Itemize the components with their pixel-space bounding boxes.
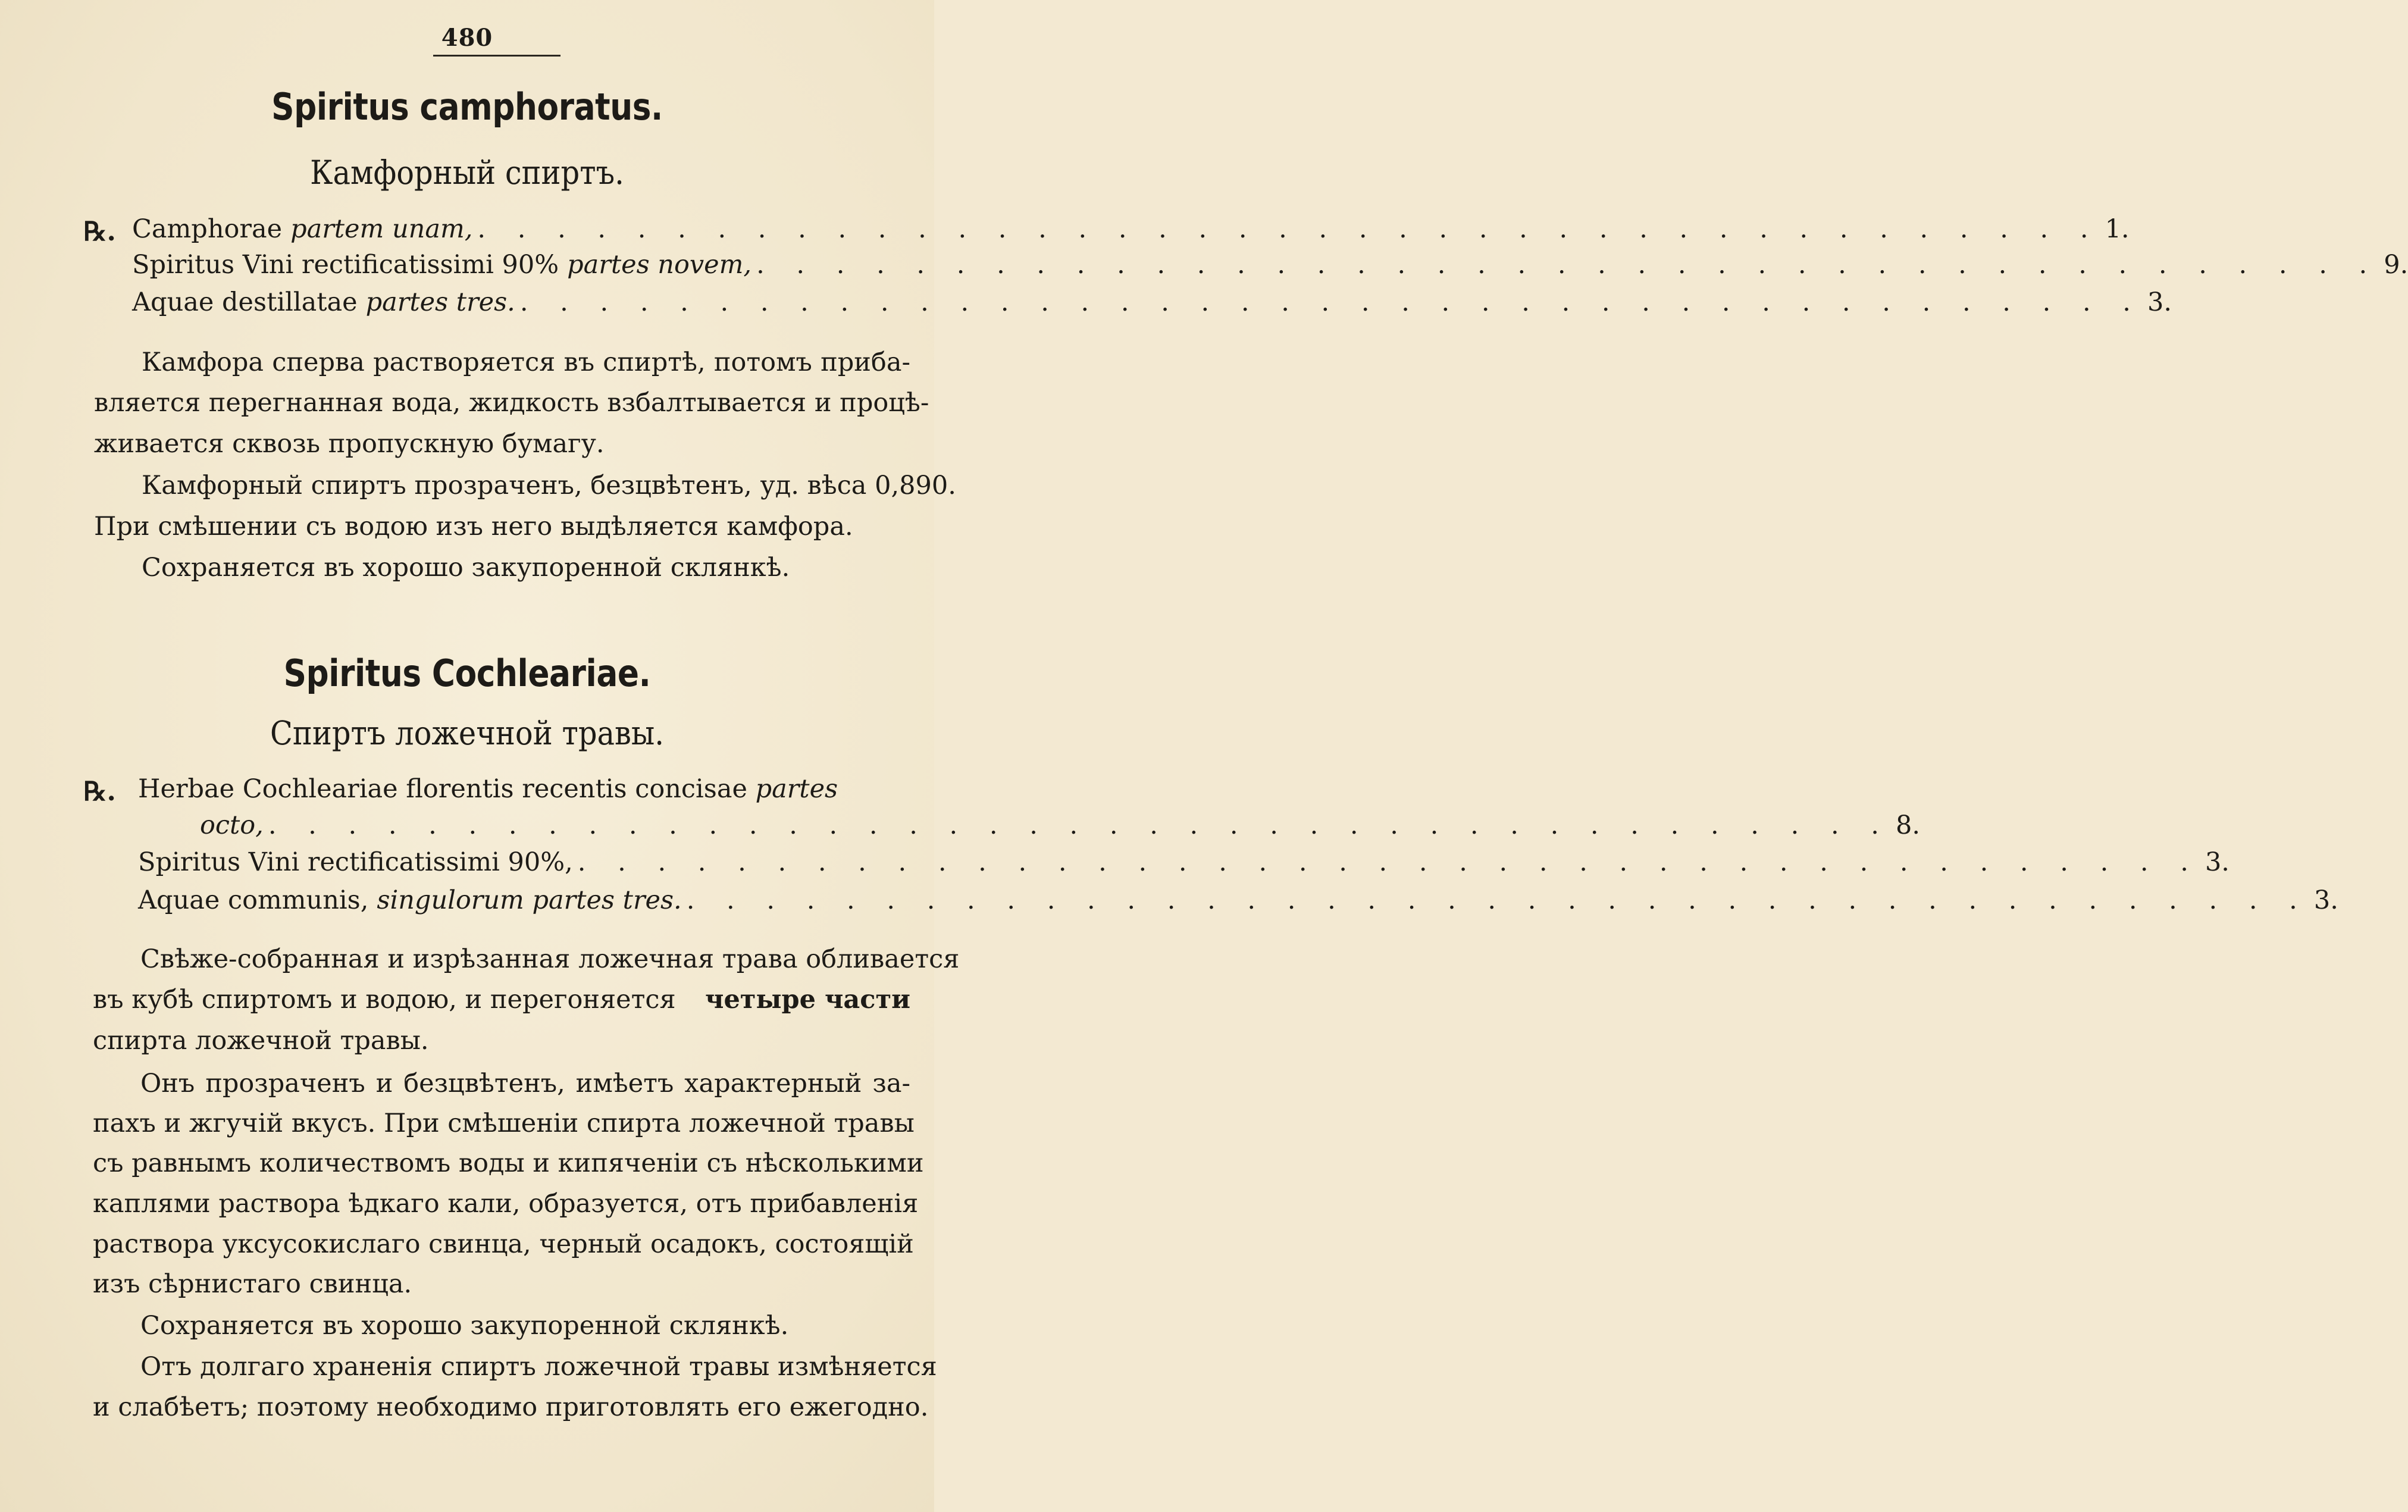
ingredient-name: Spiritus Vini rectificatissimi 90% [132,250,559,280]
paragraph-text: въ кубѣ спиртомъ и водою, и перегоняется [93,985,676,1015]
ingredient-quantity: 3. [2147,287,2172,317]
ingredient-quantity: 3. [2313,885,2338,915]
ingredient-name: Spiritus Vini rectificatissimi 90%, [138,847,573,877]
ingredient-name: Aquae communis, [138,885,369,915]
ingredient-amount: singulorum partes tres. [377,885,682,915]
paragraph-line [93,987,910,1013]
ingredient-name: Herbae Cochleariae florentis recentis concisae [138,774,747,804]
recipe-symbol: ℞. [83,777,116,807]
leader-dots: . . . . . . . . . . . . . . . . . . . . . . . . . . . . . . . . . . . . . . . . . [477,214,2100,244]
paragraph-line: Отъ долгаго храненія спиртъ ложечной травы измѣняется [140,1352,937,1382]
emphasized-text: четыре части [704,985,910,1015]
paragraph-line: раствора уксусокислаго свинца, черный осадокъ, состоящій [93,1229,914,1259]
leader-dots: . . . . . . . . . . . . . . . . . . . . . . . . . . . . . . . . . . . . . . . . . [686,885,2309,915]
ingredient-quantity: 9. [2384,250,2408,280]
ingredient-amount: partes tres. [365,287,515,317]
paragraph-line: изъ сѣрнистаго свинца. [93,1269,412,1299]
paragraph-line: Камфора сперва растворяется въ спиртѣ, потомъ приба- [142,348,910,377]
section-title-spiritus-camphoratus: Spiritus camphoratus. [271,85,663,129]
recipe-symbol: ℞. [83,217,116,247]
paragraph-line: спирта ложечной травы. [93,1026,429,1056]
paragraph-line: вляется перегнанная вода, жидкость взбалтывается и процѣ- [94,388,929,418]
paragraph-line: пахъ и жгучій вкусъ. При смѣшеніи спирта ложечной травы [93,1109,915,1138]
ingredient-name: Aquae destillatae [132,287,358,317]
recipe-line [200,810,1920,840]
leader-dots: . . . . . . . . . . . . . . . . . . . . . . . . . . . . . . . . . . . . . . . . . [756,250,2379,280]
leader-dots: . . . . . . . . . . . . . . . . . . . . . . . . . . . . . . . . . . . . . . . . . [268,810,1891,840]
ingredient-quantity: 8. [1895,810,1920,840]
paragraph-line: Сохраняется въ хорошо закупоренной склянкѣ. [142,553,790,583]
recipe-line [132,287,2172,317]
page-number-rule [433,55,560,57]
paragraph-line: живается сквозь пропускную бумагу. [94,429,605,459]
section-title-spiritus-cochleariae: Spiritus Cochleariae. [283,652,651,695]
leader-dots: . . . . . . . . . . . . . . . . . . . . . . . . . . . . . . . . . . . . . . . . . [519,287,2143,317]
recipe-line [132,214,2130,244]
paragraph-line: Онъ прозраченъ и безцвѣтенъ, имѣетъ характерный за- [140,1069,910,1098]
paragraph-line: Свѣже-собранная и изрѣзанная ложечная трава обливается [140,944,960,974]
ingredient-amount: partes novem, [567,250,752,280]
paragraph-line: Камфорный спиртъ прозраченъ, безцвѣтенъ, уд. вѣса 0,890. [142,471,956,500]
section-subtitle-camphor-spirit: Камфорный спиртъ. [310,154,624,192]
recipe-line [138,847,2229,877]
paragraph-line: При смѣшении съ водою изъ него выдѣляется камфора. [94,512,853,541]
paragraph-line: Сохраняется въ хорошо закупоренной склянкѣ. [140,1311,789,1341]
ingredient-quantity: 3. [2205,847,2229,877]
paragraph-line: и слабѣетъ; поэтому необходимо приготовлять его ежегодно. [93,1392,929,1422]
ingredient-quantity: 1. [2105,214,2130,244]
ingredient-amount: octo, [200,810,264,840]
leader-dots: . . . . . . . . . . . . . . . . . . . . . . . . . . . . . . . . . . . . . . . . . [577,847,2200,877]
ingredient-amount: partes [755,774,838,804]
paragraph-line: каплями раствора ѣдкаго кали, образуется, отъ прибавленія [93,1189,919,1219]
recipe-line [138,885,2338,915]
page-number: 480 [441,24,493,52]
recipe-line [138,774,838,804]
recipe-line [132,250,2408,280]
paragraph-line: съ равнымъ количествомъ воды и кипяченіи съ нѣсколькими [93,1148,924,1178]
section-subtitle-cochlearia-spirit: Спиртъ ложечной травы. [270,714,665,752]
ingredient-name: Camphorae [132,214,283,244]
ingredient-amount: partem unam, [290,214,473,244]
